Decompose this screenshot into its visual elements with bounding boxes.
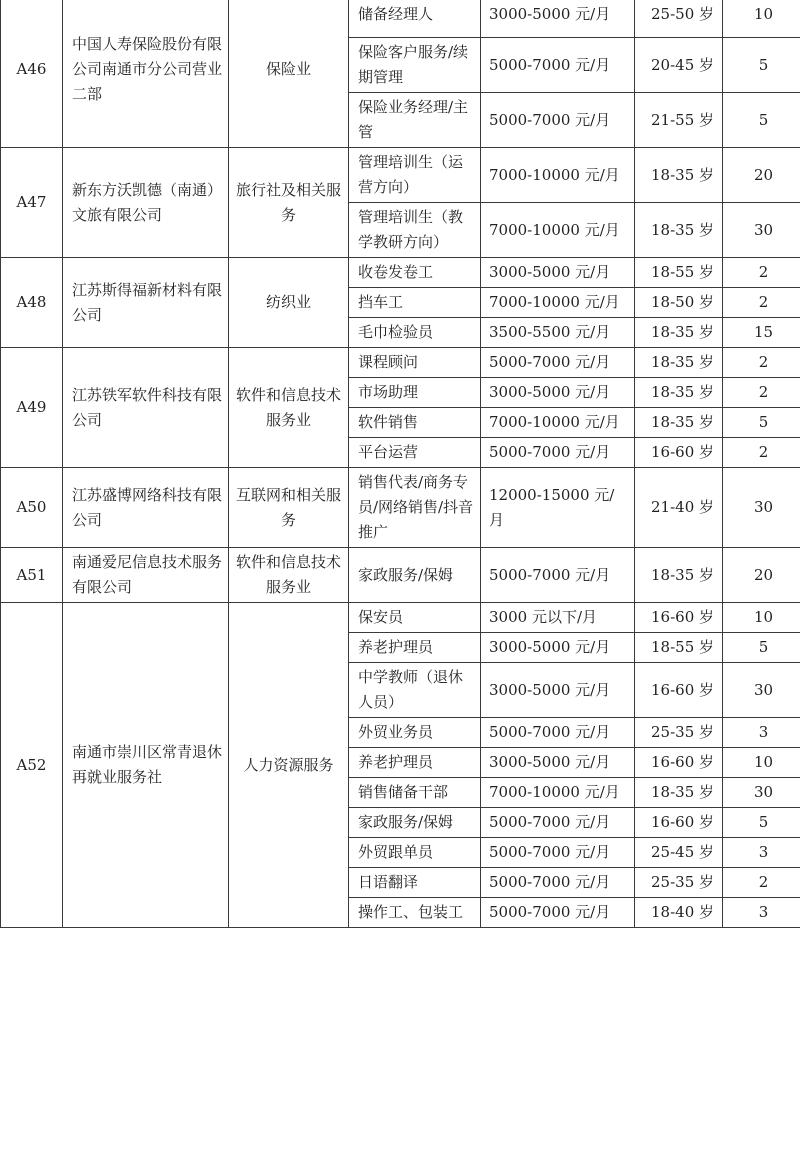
table-row bbox=[1, 148, 800, 203]
company-code: A49 bbox=[1, 348, 63, 468]
job-count: 2 bbox=[723, 868, 800, 898]
job-salary: 3000-5000 元/月 bbox=[481, 663, 635, 718]
job-age: 16-60 岁 bbox=[635, 748, 723, 778]
job-count: 5 bbox=[723, 38, 800, 93]
industry: 旅行社及相关服务 bbox=[229, 148, 349, 258]
job-position: 保险客户服务/续期管理 bbox=[349, 38, 481, 93]
job-count: 2 bbox=[723, 378, 800, 408]
job-age: 25-45 岁 bbox=[635, 838, 723, 868]
job-position: 家政服务/保姆 bbox=[349, 808, 481, 838]
company-code: A47 bbox=[1, 148, 63, 258]
job-salary: 3000-5000 元/月 bbox=[481, 258, 635, 288]
job-count: 20 bbox=[723, 148, 800, 203]
job-age: 20-45 岁 bbox=[635, 38, 723, 93]
job-age: 18-35 岁 bbox=[635, 318, 723, 348]
job-salary: 5000-7000 元/月 bbox=[481, 548, 635, 603]
industry: 人力资源服务 bbox=[229, 603, 349, 928]
job-salary: 7000-10000 元/月 bbox=[481, 408, 635, 438]
industry: 软件和信息技术服务业 bbox=[229, 548, 349, 603]
job-count: 3 bbox=[723, 718, 800, 748]
job-age: 18-35 岁 bbox=[635, 778, 723, 808]
company-code: A50 bbox=[1, 468, 63, 548]
job-position: 外贸业务员 bbox=[349, 718, 481, 748]
job-age: 25-50 岁 bbox=[635, 0, 723, 38]
job-salary: 5000-7000 元/月 bbox=[481, 38, 635, 93]
industry: 保险业 bbox=[229, 0, 349, 148]
job-position: 管理培训生（运营方向） bbox=[349, 148, 481, 203]
job-age: 18-35 岁 bbox=[635, 408, 723, 438]
job-age: 16-60 岁 bbox=[635, 808, 723, 838]
job-count: 3 bbox=[723, 898, 800, 928]
job-position: 保安员 bbox=[349, 603, 481, 633]
job-age: 16-60 岁 bbox=[635, 603, 723, 633]
table-row bbox=[1, 603, 800, 633]
job-count: 2 bbox=[723, 288, 800, 318]
job-salary: 5000-7000 元/月 bbox=[481, 718, 635, 748]
job-count: 5 bbox=[723, 408, 800, 438]
company-code: A51 bbox=[1, 548, 63, 603]
job-age: 21-55 岁 bbox=[635, 93, 723, 148]
company-code: A52 bbox=[1, 603, 63, 928]
job-count: 5 bbox=[723, 633, 800, 663]
job-salary: 5000-7000 元/月 bbox=[481, 808, 635, 838]
job-salary: 3000-5000 元/月 bbox=[481, 633, 635, 663]
job-count: 30 bbox=[723, 468, 800, 548]
job-age: 18-40 岁 bbox=[635, 898, 723, 928]
job-position: 平台运营 bbox=[349, 438, 481, 468]
job-age: 18-35 岁 bbox=[635, 378, 723, 408]
job-position: 收卷发卷工 bbox=[349, 258, 481, 288]
table-row bbox=[1, 468, 800, 548]
job-age: 18-35 岁 bbox=[635, 203, 723, 258]
industry: 软件和信息技术服务业 bbox=[229, 348, 349, 468]
company-name: 新东方沃凯德（南通）文旅有限公司 bbox=[63, 148, 229, 258]
job-count: 10 bbox=[723, 748, 800, 778]
job-age: 16-60 岁 bbox=[635, 663, 723, 718]
job-salary: 3000-5000 元/月 bbox=[481, 0, 635, 38]
table-row bbox=[1, 548, 800, 603]
job-position: 保险业务经理/主管 bbox=[349, 93, 481, 148]
job-salary: 12000-15000 元/月 bbox=[481, 468, 635, 548]
job-age: 18-35 岁 bbox=[635, 348, 723, 378]
job-salary: 5000-7000 元/月 bbox=[481, 438, 635, 468]
job-count: 20 bbox=[723, 548, 800, 603]
job-count: 10 bbox=[723, 0, 800, 38]
job-count: 2 bbox=[723, 348, 800, 378]
table-row bbox=[1, 0, 800, 38]
company-name: 江苏盛博网络科技有限公司 bbox=[63, 468, 229, 548]
company-name: 江苏斯得福新材料有限公司 bbox=[63, 258, 229, 348]
company-code: A46 bbox=[1, 0, 63, 148]
job-salary: 3000 元以下/月 bbox=[481, 603, 635, 633]
industry: 互联网和相关服务 bbox=[229, 468, 349, 548]
job-count: 2 bbox=[723, 258, 800, 288]
job-salary: 7000-10000 元/月 bbox=[481, 288, 635, 318]
company-name: 南通爱尼信息技术服务有限公司 bbox=[63, 548, 229, 603]
job-salary: 7000-10000 元/月 bbox=[481, 203, 635, 258]
job-age: 18-55 岁 bbox=[635, 633, 723, 663]
job-salary: 5000-7000 元/月 bbox=[481, 348, 635, 378]
company-code: A48 bbox=[1, 258, 63, 348]
job-position: 操作工、包装工 bbox=[349, 898, 481, 928]
job-count: 2 bbox=[723, 438, 800, 468]
job-position: 市场助理 bbox=[349, 378, 481, 408]
job-age: 25-35 岁 bbox=[635, 718, 723, 748]
job-salary: 3000-5000 元/月 bbox=[481, 748, 635, 778]
job-age: 18-55 岁 bbox=[635, 258, 723, 288]
job-position: 日语翻译 bbox=[349, 868, 481, 898]
job-position: 销售代表/商务专员/网络销售/抖音推广 bbox=[349, 468, 481, 548]
job-salary: 3000-5000 元/月 bbox=[481, 378, 635, 408]
job-salary: 5000-7000 元/月 bbox=[481, 898, 635, 928]
job-position: 管理培训生（教学教研方向） bbox=[349, 203, 481, 258]
job-count: 5 bbox=[723, 808, 800, 838]
job-age: 18-35 岁 bbox=[635, 548, 723, 603]
job-count: 15 bbox=[723, 318, 800, 348]
job-count: 3 bbox=[723, 838, 800, 868]
job-count: 5 bbox=[723, 93, 800, 148]
job-age: 18-50 岁 bbox=[635, 288, 723, 318]
job-salary: 5000-7000 元/月 bbox=[481, 93, 635, 148]
company-name: 南通市崇川区常青退休再就业服务社 bbox=[63, 603, 229, 928]
job-position: 中学教师（退休人员） bbox=[349, 663, 481, 718]
table-row bbox=[1, 348, 800, 378]
company-name: 中国人寿保险股份有限公司南通市分公司营业二部 bbox=[63, 0, 229, 148]
job-count: 30 bbox=[723, 203, 800, 258]
job-position: 课程顾问 bbox=[349, 348, 481, 378]
job-salary: 7000-10000 元/月 bbox=[481, 778, 635, 808]
job-position: 挡车工 bbox=[349, 288, 481, 318]
job-age: 25-35 岁 bbox=[635, 868, 723, 898]
company-name: 江苏铁军软件科技有限公司 bbox=[63, 348, 229, 468]
job-age: 21-40 岁 bbox=[635, 468, 723, 548]
job-position: 养老护理员 bbox=[349, 748, 481, 778]
job-position: 储备经理人 bbox=[349, 0, 481, 38]
job-position: 软件销售 bbox=[349, 408, 481, 438]
job-position: 销售储备干部 bbox=[349, 778, 481, 808]
job-position: 外贸跟单员 bbox=[349, 838, 481, 868]
job-salary: 5000-7000 元/月 bbox=[481, 838, 635, 868]
job-count: 30 bbox=[723, 663, 800, 718]
job-age: 18-35 岁 bbox=[635, 148, 723, 203]
job-salary: 5000-7000 元/月 bbox=[481, 868, 635, 898]
table-row bbox=[1, 258, 800, 288]
job-position: 毛巾检验员 bbox=[349, 318, 481, 348]
job-salary: 3500-5500 元/月 bbox=[481, 318, 635, 348]
job-salary: 7000-10000 元/月 bbox=[481, 148, 635, 203]
job-count: 30 bbox=[723, 778, 800, 808]
job-age: 16-60 岁 bbox=[635, 438, 723, 468]
industry: 纺织业 bbox=[229, 258, 349, 348]
job-count: 10 bbox=[723, 603, 800, 633]
job-position: 养老护理员 bbox=[349, 633, 481, 663]
job-position: 家政服务/保姆 bbox=[349, 548, 481, 603]
